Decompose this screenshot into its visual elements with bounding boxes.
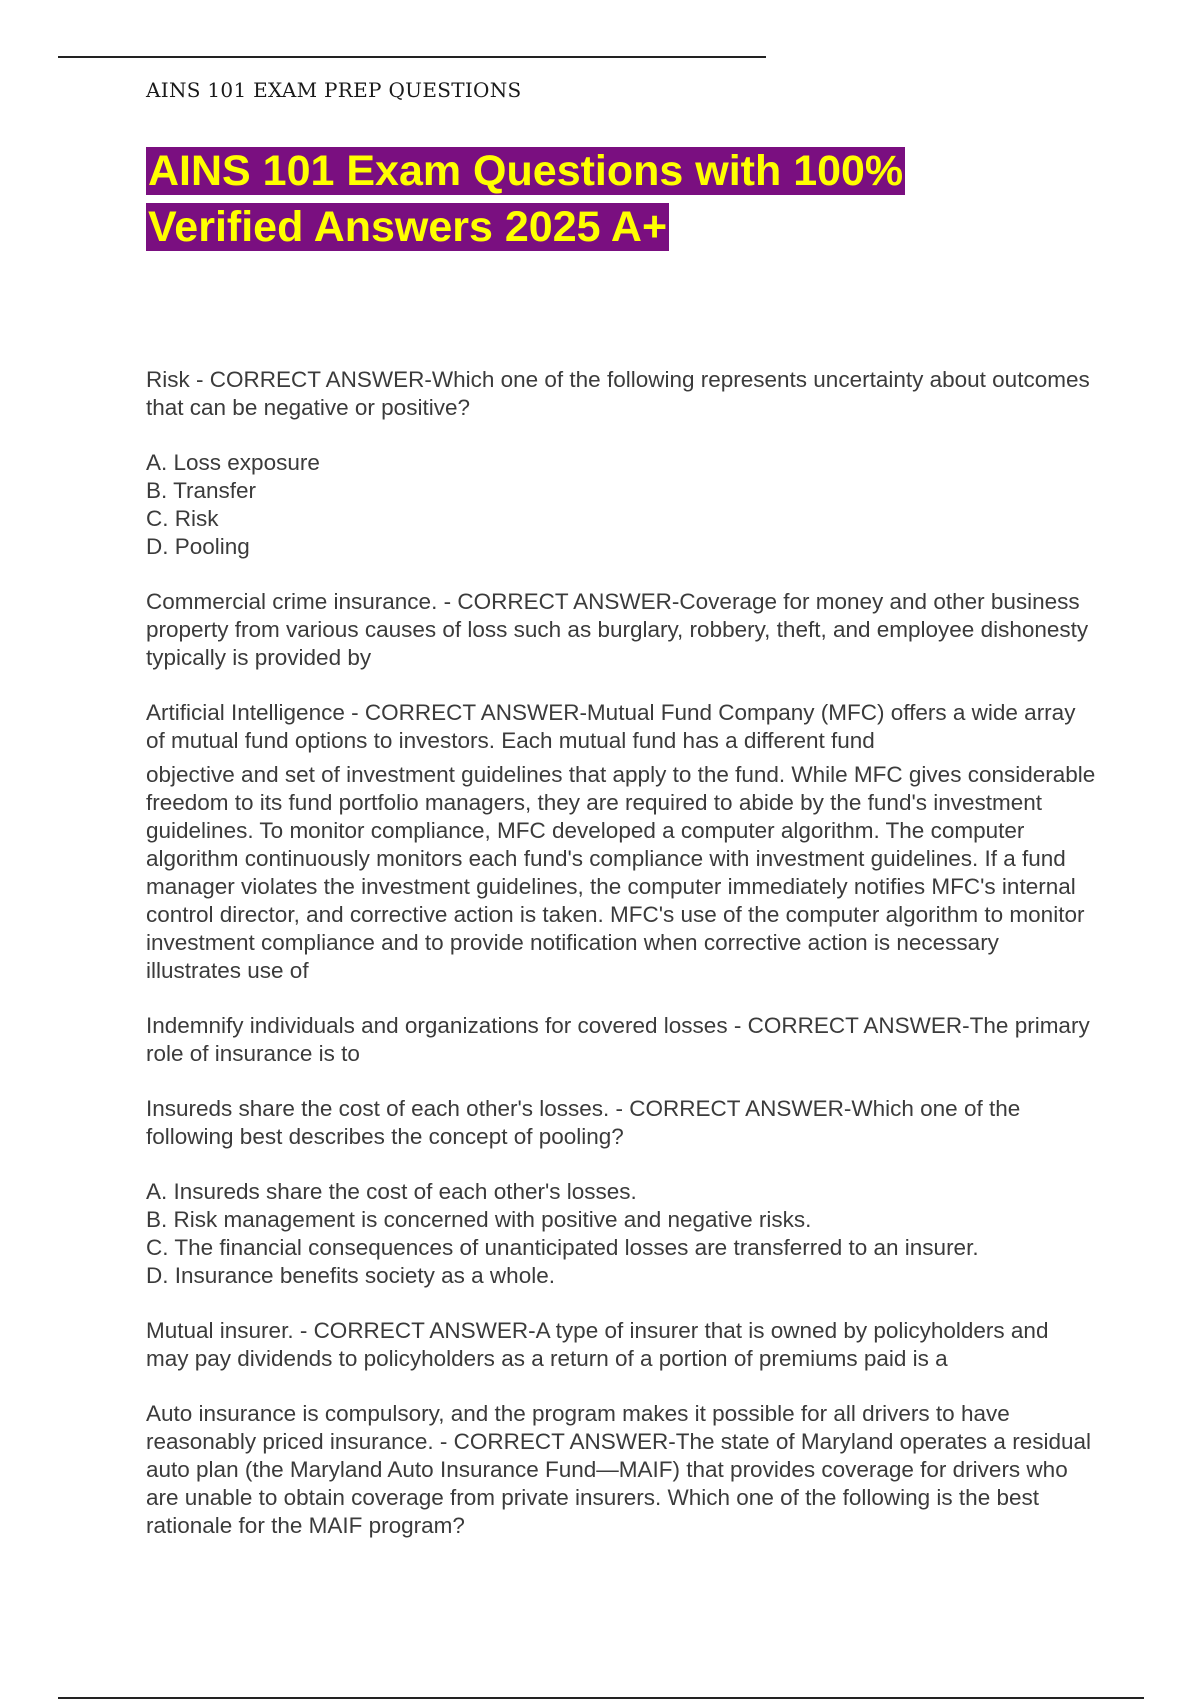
qa-text-continued: objective and set of investment guidelines that apply to the fund. While MFC gives considerable freedom to its fund portfolio managers, they are required to abide by the fund's investment guidelines. To monitor compliance, MFC developed a computer algorithm. The computer algorithm continuously monitors each fund's compliance with investment guidelines. If a fund manager violates the investment guidelines, the computer immediately notifies MFC's internal control director, and corrective action is taken. MFC's use of the computer algorithm to monitor investment compliance and to provide notification when corrective action is necessary illustrates use of	[146, 762, 1096, 983]
options-list-pooling	[146, 1178, 1096, 1290]
qa-item-pooling: Insureds share the cost of each other's losses. - CORRECT ANSWER-Which one of the following best describes the concept of pooling?	[146, 1096, 1021, 1149]
qa-text: Artificial Intelligence - CORRECT ANSWER-Mutual Fund Company (MFC) offers a wide array of mutual fund options to investors. Each mutual fund has a different fund	[146, 700, 1076, 753]
option-item: B. Risk management is concerned with positive and negative risks.	[146, 1207, 812, 1232]
qa-item-mutual-insurer: Mutual insurer. - CORRECT ANSWER-A type of insurer that is owned by policyholders and may pay dividends to policyholders as a return of a portion of premiums paid is a	[146, 1318, 1049, 1371]
title-line-1: AINS 101 Exam Questions with 100%	[148, 147, 904, 195]
option-item: A. Loss exposure	[146, 450, 320, 475]
option-item: C. Risk	[146, 506, 219, 531]
title-line-2: Verified Answers 2025 A+	[148, 203, 668, 251]
question-list	[146, 366, 1096, 1567]
option-item: B. Transfer	[146, 478, 257, 503]
footer-rule	[58, 1697, 1144, 1699]
qa-item-indemnify: Indemnify individuals and organizations for covered losses - CORRECT ANSWER-The primary role of insurance is to	[146, 1013, 1090, 1066]
qa-item-maif: Auto insurance is compulsory, and the program makes it possible for all drivers to have reasonably priced insurance. - CORRECT ANSWER-The state of Maryland operates a residual auto plan (the Maryland Auto Insurance Fund—MAIF) that provides coverage for drivers who are unable to obtain coverage from private insurers. Which one of the following is the best rationale for the MAIF program?	[146, 1401, 1091, 1538]
option-item: D. Insurance benefits society as a whole.	[146, 1263, 555, 1288]
qa-item-artificial-intelligence	[146, 699, 1096, 985]
running-header: AINS 101 EXAM PREP QUESTIONS	[146, 78, 522, 102]
qa-item-commercial-crime: Commercial crime insurance. - CORRECT ANSWER-Coverage for money and other business property from various causes of loss such as burglary, robbery, theft, and employee dishonesty typically is provided by	[146, 589, 1089, 670]
header-rule	[58, 56, 766, 58]
options-list-risk	[146, 449, 1096, 561]
page-title	[146, 143, 1046, 255]
option-item: A. Insureds share the cost of each other's losses.	[146, 1179, 637, 1204]
option-item: D. Pooling	[146, 534, 250, 559]
qa-item-risk: Risk - CORRECT ANSWER-Which one of the following represents uncertainty about outcomes that can be negative or positive?	[146, 367, 1090, 420]
option-item: C. The financial consequences of unanticipated losses are transferred to an insurer.	[146, 1235, 979, 1260]
